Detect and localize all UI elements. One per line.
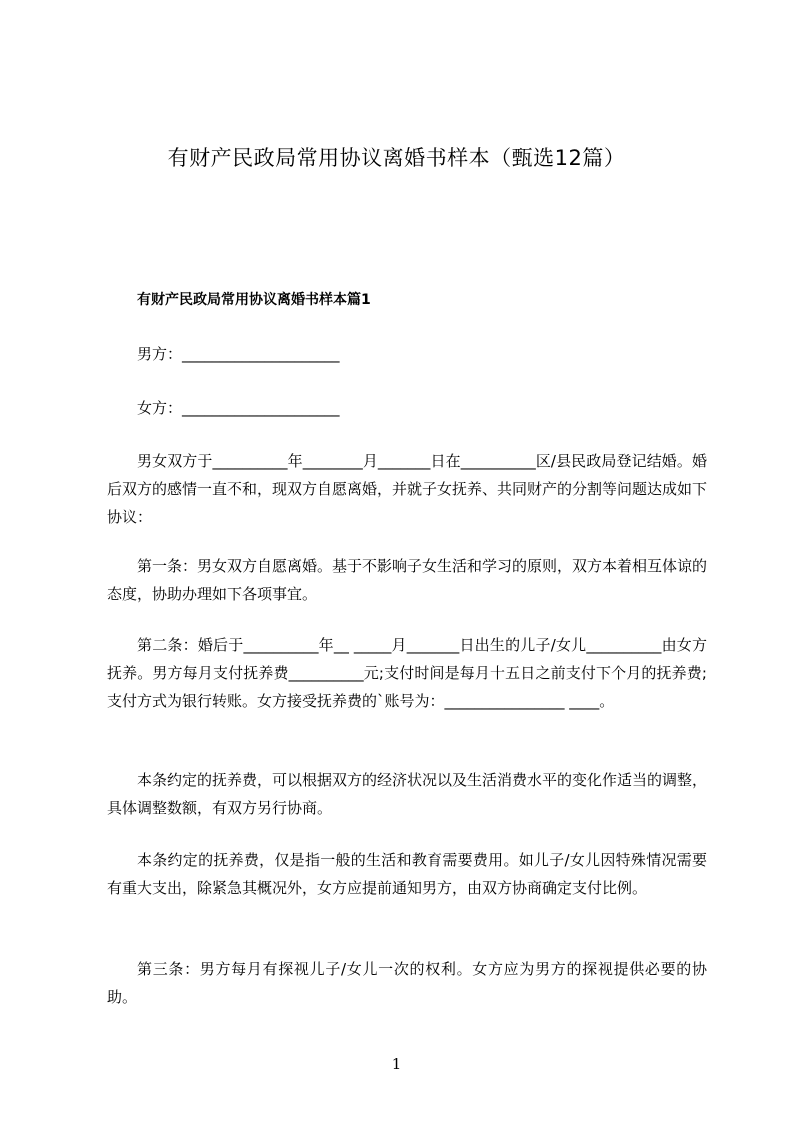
paragraph-article-1: 第一条：男女双方自愿离婚。基于不影响子女生活和学习的原则，双方本着相互体谅的态度，协助办理如下各项事宜。 [107, 557, 708, 603]
paragraph-registration: 男女双方于__________年________月_______日在__________区/县民政局登记结婚。婚后双方的感情一直不和，现双方自愿离婚，并就子女抚养、共同财产的分割等问题达成如下协议： [107, 452, 708, 526]
female-party-line: 女方：_____________________ [137, 399, 340, 417]
male-party-line: 男方：_____________________ [137, 345, 340, 363]
page-number: 1 [391, 1055, 402, 1073]
section-heading: 有财产民政局常用协议离婚书样本篇1 [137, 292, 371, 308]
paragraph-support-adjustment: 本条约定的抚养费，可以根据双方的经济状况以及生活消费水平的变化作适当的调整，具体调整数额，有双方另行协商。 [107, 771, 708, 817]
paragraph-support-scope: 本条约定的抚养费，仅是指一般的生活和教育需要费用。如儿子/女儿因特殊情况需要有重大支出，除紧急其概况外，女方应提前通知男方，由双方协商确定支付比例。 [107, 851, 707, 897]
paragraph-article-2: 第二条：婚后于__________年__ _____月_______日出生的儿子/女儿__________由女方抚养。男方每月支付抚养费__________元;支付时间是每月十五日之前支付下个月的抚养费;支付方式为银行转账。女方接受抚养费的`账号为：________________ ____。 [107, 636, 707, 710]
paragraph-article-3: 第三条：男方每月有探视儿子/女儿一次的权利。女方应为男方的探视提供必要的协助。 [107, 960, 707, 1006]
page-title: 有财产民政局常用协议离婚书样本（甄选12篇） [167, 146, 626, 170]
